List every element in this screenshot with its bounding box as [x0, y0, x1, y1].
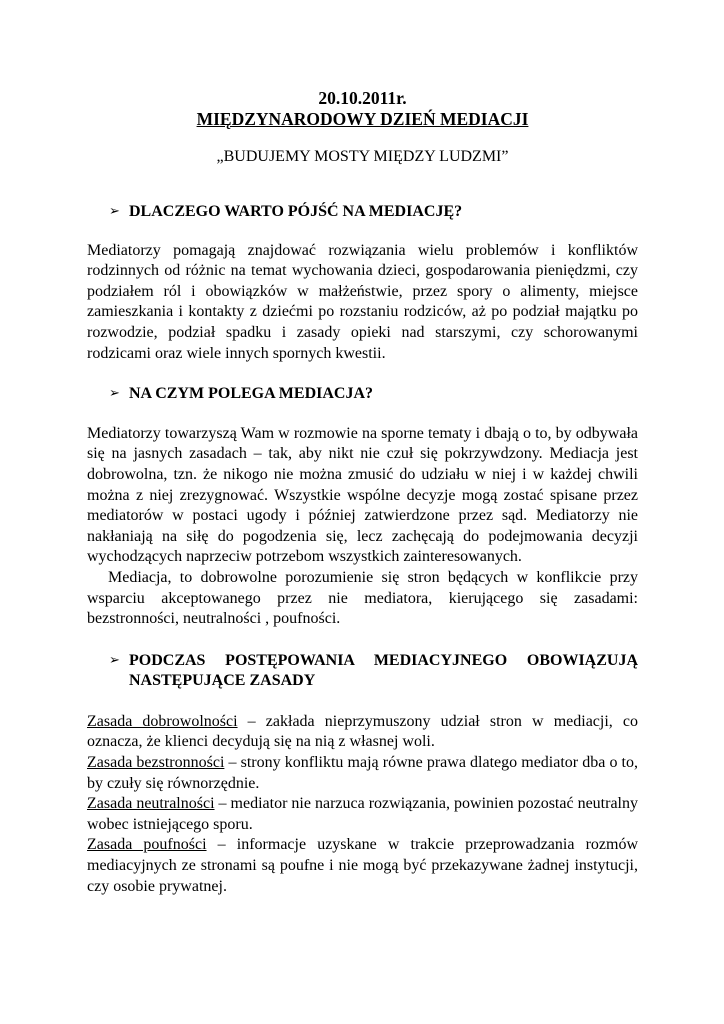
principle-description: – informacje uzyskane w trakcie przeprowadzania rozmów mediacyjnych ze stronami są poufne i nie mogą być przekazywane żadnej instytucji, czy osobie prywatnej.	[87, 836, 638, 895]
document-title: MIĘDZYNARODOWY DZIEŃ MEDIACJI	[196, 109, 529, 129]
section-heading-what-is-mediation	[87, 384, 638, 405]
paragraph-mediators-role: Mediatorzy towarzyszą Wam w rozmowie na sporne tematy i dbają o to, by odbywała się na jasnych zasadach – tak, aby nikt nie czuł się pokrzywdzony. Mediacja jest dobrowolna, tzn. że nikogo nie można zmusić do udziału w niej i w każdej chwili można z niej zrezygnować. Wszystkie wspólne decyzje mogą zostać spisane przez mediatorów w postaci ugody i później zatwierdzone przez sąd. Mediatorzy nie nakłaniają na siłę do pogodzenia się, lecz zachęcają do podejmowania decyzji wychodzących naprzeciw potrzebom wszystkich zainteresowanych.	[87, 424, 638, 566]
section-heading-text: DLACZEGO WARTO PÓJŚĆ NA MEDIACJĘ?	[129, 203, 463, 220]
principle-term: Zasada dobrowolności	[87, 712, 238, 730]
document-motto: „BUDUJEMY MOSTY MIĘDZY LUDZMI”	[216, 148, 509, 165]
paragraph-mediation-definition: Mediacja, to dobrowolne porozumienie się stron będących w konflikcie przy wsparciu akceptowanego przez nie mediatora, kierującego się zasadami: bezstronności, neutralności , poufności.	[87, 568, 638, 628]
principle-description: – zakłada nieprzymuszony udział stron w mediacji, co oznacza, że klienci decydują się na nią z własnej woli.	[87, 712, 639, 751]
paragraph-why-mediation: Mediatorzy pomagają znajdować rozwiązania wielu problemów i konfliktów rodzinnych od różnic na temat wychowania dzieci, gospodarowania pieniędzmi, czy podziałem ról i obowiązków w małżeństwie, przez spory o alimenty, miejsce zamieszkania i kontakty z dziećmi po rozstaniu rodziców, aż po podział majątku po rozwodzie, podział spadku i zasady opieki nad starszymi, czy schorowanymi rodzicami oraz wiele innych spornych kwestii.	[87, 241, 638, 362]
arrow-bullet-icon: ➢	[109, 386, 120, 402]
principle-confidentiality	[87, 835, 638, 897]
section-heading-why-mediation	[87, 202, 638, 223]
document-date: 20.10.2011r.	[318, 88, 407, 108]
principle-term: Zasada poufności	[87, 836, 207, 854]
principle-term: Zasada bezstronności	[87, 754, 225, 772]
arrow-bullet-icon: ➢	[109, 652, 120, 668]
section-heading-principles	[87, 651, 638, 692]
principles-list	[87, 712, 638, 897]
principle-impartiality	[87, 753, 638, 794]
principle-neutrality	[87, 794, 638, 835]
principle-description: – mediator nie narzuca rozwiązania, powinien pozostać neutralny wobec istniejącego sporu.	[87, 795, 639, 833]
principle-term: Zasada neutralności	[87, 795, 215, 813]
section-heading-text: PODCZAS POSTĘPOWANIA MEDIACYJNEGO OBOWIĄZUJĄ NASTĘPUJĄCE ZASADY	[129, 651, 638, 690]
principle-voluntariness	[87, 712, 638, 753]
principle-description: – strony konfliktu mają równe prawa dlatego mediator dba o to, by czuły się równorzędnie.	[87, 754, 639, 792]
arrow-bullet-icon: ➢	[109, 204, 120, 219]
document-page	[87, 88, 638, 897]
section-heading-text: NA CZYM POLEGA MEDIACJA?	[129, 385, 374, 403]
